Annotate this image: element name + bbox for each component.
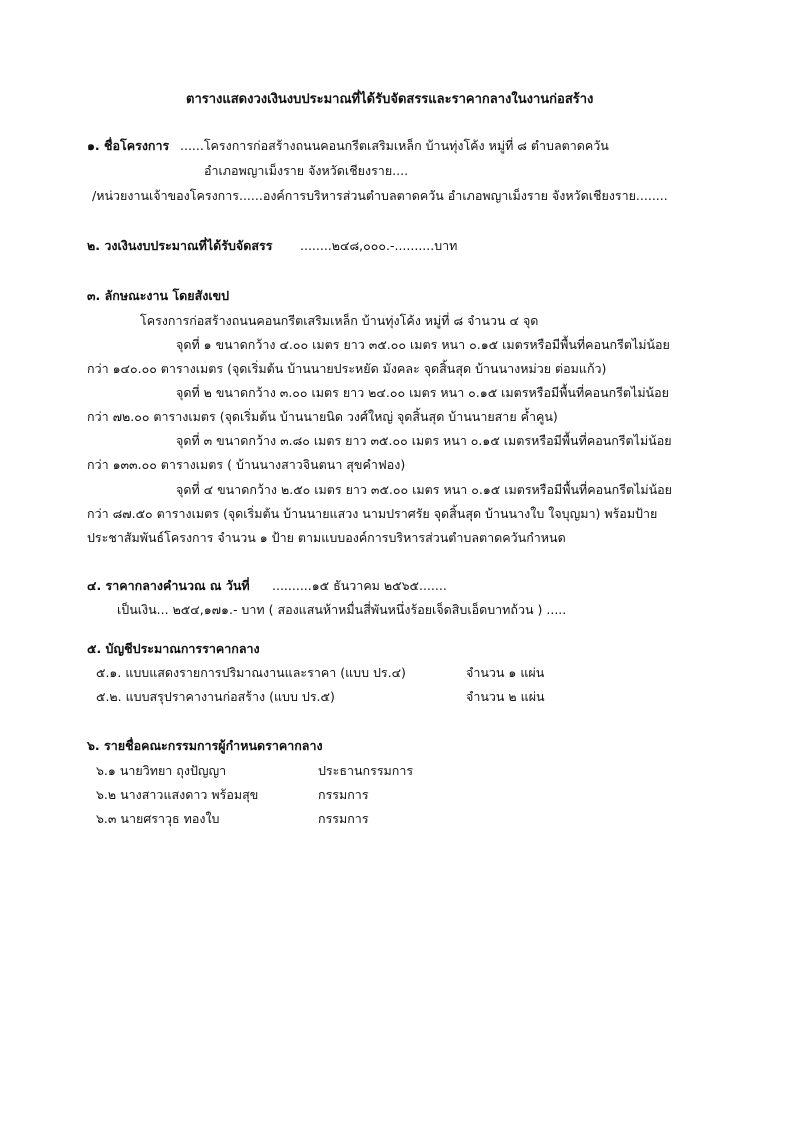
section3-point3-line1: จุดที่ ๓ ขนาดกว้าง ๓.๘๐ เมตร ยาว ๓๕.๐๐ เมตร หนา ๐.๑๕ เมตรหรือมีพื้นที่คอนกรีตไม่น้อย <box>176 433 672 448</box>
section1-project-name: ......โครงการก่อสร้างถนนคอนกรีตเสริมเหล็ก บ้านทุ่งโค้ง หมู่ที่ ๘ ตำบลตาดควัน <box>180 138 609 153</box>
section4-label: ๔. ราคากลางคำนวณ ณ วันที่ <box>87 578 250 593</box>
section6-member3-role: กรรมการ <box>318 811 369 826</box>
section3-point4-line3: ประชาสัมพันธ์โครงการ จำนวน ๑ ป้าย ตามแบบองค์การบริหารส่วนตำบลตาดควันกำหนด <box>87 530 566 545</box>
section1-project-location: อำเภอพญาเม็งราย จังหวัดเชียงราย.... <box>204 163 409 178</box>
section3-point2-line1: จุดที่ ๒ ขนาดกว้าง ๓.๐๐ เมตร ยาว ๒๔.๐๐ เมตร หนา ๐.๑๕ เมตรหรือมีพื้นที่คอนกรีตไม่น้อย <box>176 385 669 400</box>
section3-summary: โครงการก่อสร้างถนนคอนกรีตเสริมเหล็ก บ้านทุ่งโค้ง หมู่ที่ ๘ จำนวน ๔ จุด <box>140 313 539 328</box>
section5-item2-name: ๕.๒. แบบสรุปราคางานก่อสร้าง (แบบ ปร.๕) <box>96 689 335 704</box>
section3-point1-line2: กว่า ๑๔๐.๐๐ ตารางเมตร (จุดเริ่มต้น บ้านนายประหยัด มังคละ จุดสิ้นสุด บ้านนางหม่วย ต่อมแก้ว) <box>87 361 607 376</box>
section3-point2-line2: กว่า ๗๒.๐๐ ตารางเมตร (จุดเริ่มต้น บ้านนายนิด วงศ์ใหญ่ จุดสิ้นสุด บ้านนายสาย ค้ำคูน) <box>87 409 558 424</box>
section6-member2-name: ๖.๒ นางสาวแสงดาว พร้อมสุข <box>96 787 259 802</box>
document-title: ตารางแสดงวงเงินงบประมาณที่ได้รับจัดสรรและราคากลางในงานก่อสร้าง <box>186 92 594 107</box>
section3-point1-line1: จุดที่ ๑ ขนาดกว้าง ๔.๐๐ เมตร ยาว ๓๕.๐๐ เมตร หนา ๐.๑๕ เมตรหรือมีพื้นที่คอนกรีตไม่น้อย <box>176 337 670 352</box>
section2-label: ๒. วงเงินงบประมาณที่ได้รับจัดสรร <box>87 238 273 253</box>
section1-label: ๑. ชื่อโครงการ <box>87 138 170 153</box>
section5-item2-count: จำนวน ๒ แผ่น <box>466 689 545 704</box>
section3-label: ๓. ลักษณะงาน โดยสังเขป <box>87 288 230 303</box>
section3-point4-line1: จุดที่ ๔ ขนาดกว้าง ๒.๕๐ เมตร ยาว ๓๕.๐๐ เมตร หนา ๐.๑๕ เมตรหรือมีพื้นที่คอนกรีตไม่น้อย <box>176 482 672 497</box>
section6-member3-name: ๖.๓ นายศราวุธ ทองใบ <box>96 811 220 826</box>
section5-item1-name: ๕.๑. แบบแสดงรายการปริมาณงานและราคา (แบบ ปร.๔) <box>96 665 406 680</box>
section3-point4-line2: กว่า ๘๗.๕๐ ตารางเมตร (จุดเริ่มต้น บ้านนายแสวง นามปราศรัย จุดสิ้นสุด บ้านนางใบ ใจบุญมา) พร้อมป้าย <box>87 506 658 521</box>
section5-label: ๕. บัญชีประมาณการราคากลาง <box>87 641 260 656</box>
section6-member1-name: ๖.๑ นายวิทยา ถุงปัญญา <box>96 763 227 778</box>
section5-item1-count: จำนวน ๑ แผ่น <box>466 665 545 680</box>
section4-date: ..........๑๕ ธันวาคม ๒๕๖๕....... <box>272 578 447 593</box>
section1-owner-agency: /หน่วยงานเจ้าของโครงการ......องค์การบริหารส่วนตำบลตาดควัน อำเภอพญาเม็งราย จังหวัดเชียงราย........ <box>92 188 668 203</box>
section2-budget-value: ........๒๔๘,๐๐๐.-..........บาท <box>300 238 458 253</box>
section6-member1-role: ประธานกรรมการ <box>318 763 414 778</box>
section4-amount: เป็นเงิน... ๒๕๔,๑๗๑.- บาท ( สองแสนห้าหมื่นสี่พันหนึ่งร้อยเจ็ดสิบเอ็ดบาทถ้วน ) ..... <box>117 602 567 617</box>
section6-member2-role: กรรมการ <box>318 787 369 802</box>
section6-label: ๖. รายชื่อคณะกรรมการผู้กำหนดราคากลาง <box>87 738 323 753</box>
section3-point3-line2: กว่า ๑๓๓.๐๐ ตารางเมตร ( บ้านนางสาวจินตนา สุขคำฟอง) <box>87 457 406 472</box>
